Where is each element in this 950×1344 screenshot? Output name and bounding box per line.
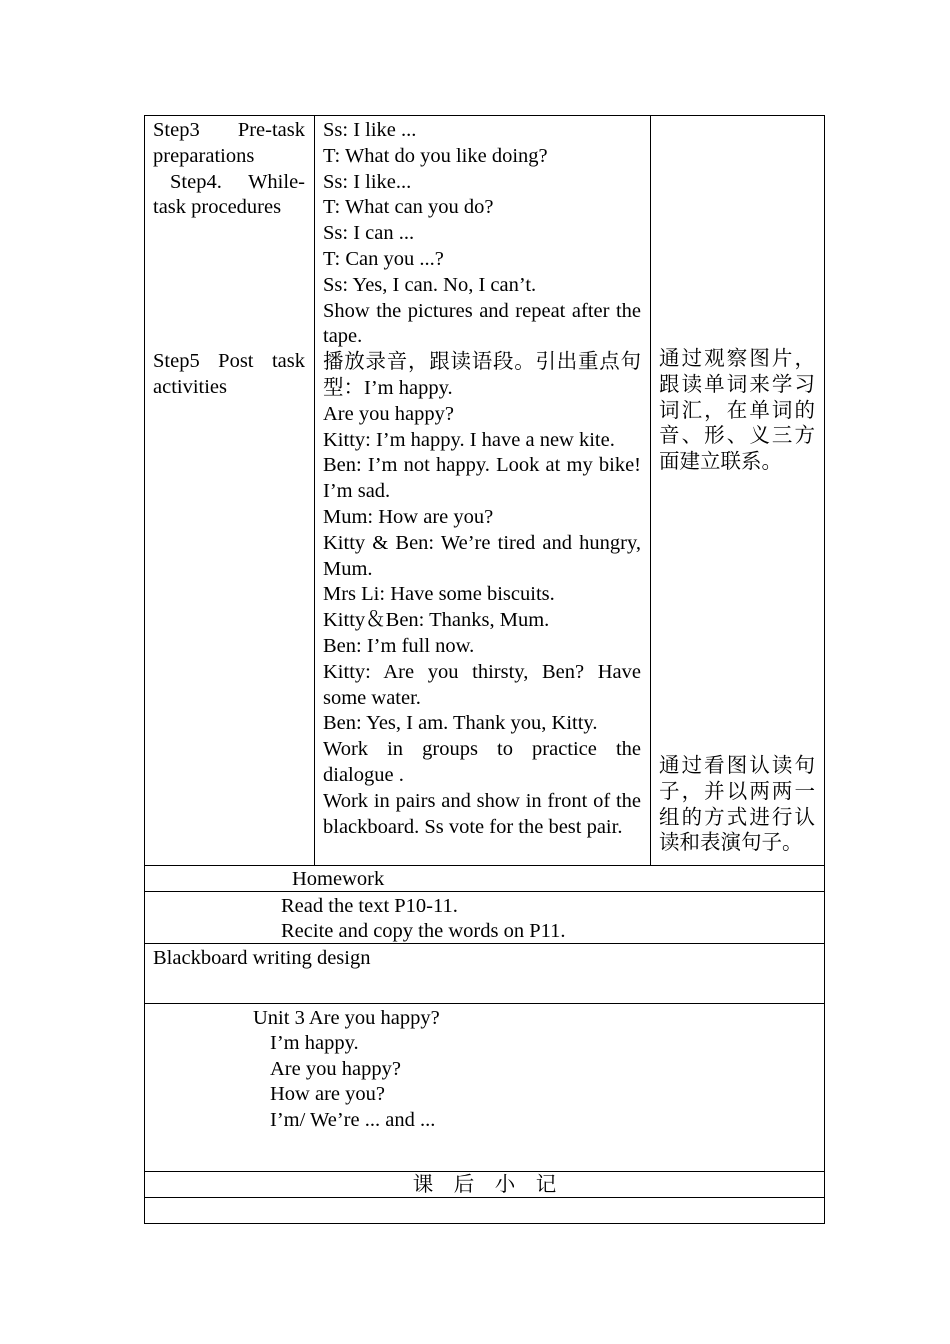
table-left-border [144,115,145,1224]
procedure-line: T: Can you ...? [323,247,444,270]
homework-title: Homework [292,868,385,890]
blackboard-line: Are you happy? [270,1058,401,1080]
step5-label: Step5 Post task activities [153,350,305,398]
procedure-line: Ss: I like ... [323,119,417,141]
table-top-border [144,115,825,116]
procedure-line: Ss: I like... [323,170,412,193]
table-bottom-border [144,1223,825,1224]
purpose-note-2: 通过看图认读句子，并以两两一组的方式进行认读和表演句子。 [659,755,815,855]
procedure-line: Ben: Yes, I am. Thank you, Kitty. [323,712,598,735]
procedure-line: Are you happy? [323,402,454,425]
step4-label: Step4. While-task procedures [153,170,305,219]
procedure-line: T: What can you do? [323,196,494,219]
procedure-line: Ben: I’m not happy. Look at my bike! I’m sad. [323,454,641,503]
procedure-line: Kitty & Ben: We’re tired and hungry, Mum. [323,531,641,580]
step3-label: Step3 Pre-task preparations [153,119,305,167]
procedure-line: Ben: I’m full now. [323,634,475,657]
row-divider-blackboard [144,1171,825,1172]
table-right-border [824,115,825,1224]
row-divider-blackboard-title [144,1003,825,1004]
procedure-line: Show the pictures and repeat after the tape. [323,299,641,348]
procedure-line: Kitty＆Ben: Thanks, Mum. [323,609,550,632]
steps-column [153,118,305,401]
procedure-line: Kitty: Are you thirsty, Ben? Have some water. [323,660,641,709]
procedure-line: Ss: Yes, I can. No, I can’t. [323,273,537,296]
homework-item: Read the text P10-11. [281,895,458,917]
row-divider-procedures [144,865,825,866]
column-divider-2 [650,115,651,866]
procedure-line: Kitty: I’m happy. I have a new kite. [323,428,615,451]
blackboard-line: I’m/ We’re ... and ... [270,1109,436,1131]
blackboard-title: Blackboard writing design [153,947,371,969]
row-divider-homework-title [144,891,825,892]
procedure-line: 播放录音，跟读语段。引出重点句型：I’m happy. [323,351,641,399]
procedure-line: Ss: I can ... [323,222,415,245]
procedure-line: Work in groups to practice the dialogue . [323,738,641,786]
purpose-note-1: 通过观察图片，跟读单词来学习词汇，在单词的音、形、义三方面建立联系。 [659,348,815,474]
procedure-line: Mrs Li: Have some biscuits. [323,583,555,606]
blackboard-unit-title: Unit 3 Are you happy? [253,1007,440,1029]
procedure-line: T: What do you like doing? [323,144,548,167]
blackboard-line: How are you? [270,1083,385,1105]
afterword-title: 课 后 小 记 [412,1174,557,1196]
procedures-column [323,118,641,840]
procedure-line: Work in pairs and show in front of the blackboard. Ss vote for the best pair. [323,789,641,838]
column-divider-1 [314,115,315,866]
procedure-line: Mum: How are you? [323,505,494,528]
blackboard-line: I’m happy. [270,1032,359,1054]
homework-item: Recite and copy the words on P11. [281,920,566,942]
